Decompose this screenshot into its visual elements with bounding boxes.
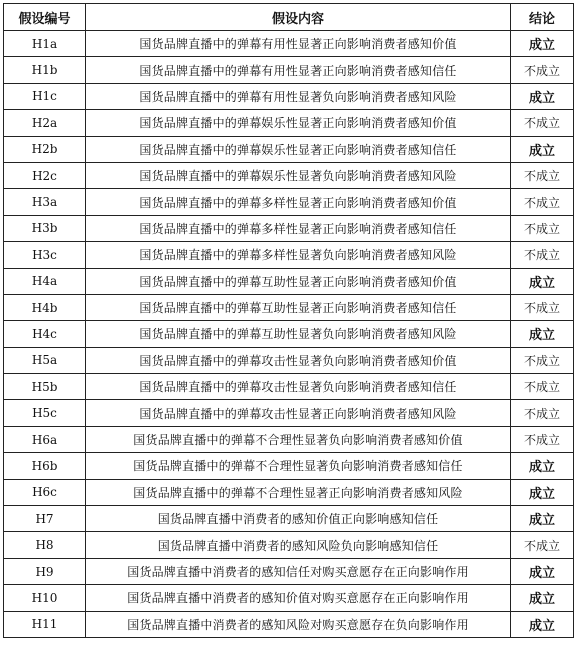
hypothesis-content-cell: 国货品牌直播中的弹幕有用性显著负向影响消费者感知风险 — [86, 83, 511, 109]
conclusion-cell: 成立 — [511, 31, 574, 57]
table-row — [4, 57, 574, 83]
table-row — [4, 215, 574, 241]
hypothesis-id-cell: H6b — [4, 453, 86, 479]
hypothesis-content-cell: 国货品牌直播中消费者的感知信任对购买意愿存在正向影响作用 — [86, 558, 511, 584]
hypothesis-id-cell: H1a — [4, 31, 86, 57]
conclusion-cell: 成立 — [511, 611, 574, 637]
conclusion-cell: 成立 — [511, 321, 574, 347]
hypothesis-content-cell: 国货品牌直播中消费者的感知风险负向影响感知信任 — [86, 532, 511, 558]
hypothesis-content-cell: 国货品牌直播中的弹幕有用性显著正向影响消费者感知价值 — [86, 31, 511, 57]
conclusion-cell: 不成立 — [511, 347, 574, 373]
table-row — [4, 426, 574, 452]
hypothesis-content-cell: 国货品牌直播中的弹幕有用性显著正向影响消费者感知信任 — [86, 57, 511, 83]
conclusion-cell: 不成立 — [511, 294, 574, 320]
hypothesis-content-cell: 国货品牌直播中消费者的感知价值对购买意愿存在正向影响作用 — [86, 585, 511, 611]
hypothesis-id-cell: H3c — [4, 242, 86, 268]
hypothesis-id-cell: H10 — [4, 585, 86, 611]
conclusion-cell: 成立 — [511, 268, 574, 294]
table-row — [4, 83, 574, 109]
hypothesis-content-cell: 国货品牌直播中的弹幕娱乐性显著负向影响消费者感知风险 — [86, 162, 511, 188]
hypothesis-content-cell: 国货品牌直播中的弹幕娱乐性显著正向影响消费者感知信任 — [86, 136, 511, 162]
header-hypothesis-content: 假设内容 — [86, 4, 511, 31]
hypothesis-id-cell: H11 — [4, 611, 86, 637]
conclusion-cell: 成立 — [511, 83, 574, 109]
table-row — [4, 558, 574, 584]
table-row — [4, 585, 574, 611]
conclusion-cell: 不成立 — [511, 426, 574, 452]
hypothesis-content-cell: 国货品牌直播中的弹幕互助性显著正向影响消费者感知信任 — [86, 294, 511, 320]
header-hypothesis-id: 假设编号 — [4, 4, 86, 31]
table-row — [4, 110, 574, 136]
hypothesis-content-cell: 国货品牌直播中的弹幕多样性显著正向影响消费者感知价值 — [86, 189, 511, 215]
conclusion-cell: 不成立 — [511, 57, 574, 83]
hypothesis-table-container — [3, 3, 573, 638]
conclusion-cell: 成立 — [511, 558, 574, 584]
table-row — [4, 268, 574, 294]
hypothesis-id-cell: H1b — [4, 57, 86, 83]
hypothesis-id-cell: H1c — [4, 83, 86, 109]
hypothesis-id-cell: H4b — [4, 294, 86, 320]
conclusion-cell: 不成立 — [511, 110, 574, 136]
hypothesis-id-cell: H4a — [4, 268, 86, 294]
conclusion-cell: 不成立 — [511, 215, 574, 241]
table-row — [4, 453, 574, 479]
conclusion-cell: 不成立 — [511, 532, 574, 558]
hypothesis-content-cell: 国货品牌直播中的弹幕攻击性显著负向影响消费者感知价值 — [86, 347, 511, 373]
table-row — [4, 242, 574, 268]
conclusion-cell: 成立 — [511, 506, 574, 532]
table-header-row — [4, 4, 574, 31]
hypothesis-id-cell: H3a — [4, 189, 86, 215]
hypothesis-id-cell: H5c — [4, 400, 86, 426]
conclusion-cell: 不成立 — [511, 374, 574, 400]
table-row — [4, 532, 574, 558]
hypothesis-id-cell: H6c — [4, 479, 86, 505]
hypothesis-id-cell: H3b — [4, 215, 86, 241]
table-row — [4, 347, 574, 373]
conclusion-cell: 成立 — [511, 479, 574, 505]
hypothesis-id-cell: H8 — [4, 532, 86, 558]
hypothesis-id-cell: H6a — [4, 426, 86, 452]
conclusion-cell: 成立 — [511, 453, 574, 479]
table-row — [4, 506, 574, 532]
hypothesis-id-cell: H5b — [4, 374, 86, 400]
hypothesis-content-cell: 国货品牌直播中消费者的感知风险对购买意愿存在负向影响作用 — [86, 611, 511, 637]
hypothesis-content-cell: 国货品牌直播中消费者的感知价值正向影响感知信任 — [86, 506, 511, 532]
hypothesis-content-cell: 国货品牌直播中的弹幕多样性显著正向影响消费者感知信任 — [86, 215, 511, 241]
hypothesis-id-cell: H9 — [4, 558, 86, 584]
hypothesis-content-cell: 国货品牌直播中的弹幕攻击性显著正向影响消费者感知风险 — [86, 400, 511, 426]
table-row — [4, 374, 574, 400]
hypothesis-id-cell: H2c — [4, 162, 86, 188]
hypothesis-id-cell: H7 — [4, 506, 86, 532]
hypothesis-table — [3, 3, 574, 638]
conclusion-cell: 成立 — [511, 585, 574, 611]
hypothesis-id-cell: H4c — [4, 321, 86, 347]
hypothesis-content-cell: 国货品牌直播中的弹幕互助性显著负向影响消费者感知风险 — [86, 321, 511, 347]
table-row — [4, 136, 574, 162]
table-row — [4, 294, 574, 320]
conclusion-cell: 不成立 — [511, 400, 574, 426]
hypothesis-id-cell: H2b — [4, 136, 86, 162]
conclusion-cell: 不成立 — [511, 162, 574, 188]
table-body — [4, 31, 574, 638]
table-row — [4, 611, 574, 637]
table-row — [4, 479, 574, 505]
hypothesis-content-cell: 国货品牌直播中的弹幕不合理性显著负向影响消费者感知价值 — [86, 426, 511, 452]
table-row — [4, 31, 574, 57]
conclusion-cell: 不成立 — [511, 242, 574, 268]
hypothesis-id-cell: H2a — [4, 110, 86, 136]
table-row — [4, 162, 574, 188]
hypothesis-content-cell: 国货品牌直播中的弹幕不合理性显著正向影响消费者感知风险 — [86, 479, 511, 505]
header-conclusion: 结论 — [511, 4, 574, 31]
hypothesis-content-cell: 国货品牌直播中的弹幕不合理性显著负向影响消费者感知信任 — [86, 453, 511, 479]
hypothesis-content-cell: 国货品牌直播中的弹幕攻击性显著负向影响消费者感知信任 — [86, 374, 511, 400]
hypothesis-content-cell: 国货品牌直播中的弹幕互助性显著正向影响消费者感知价值 — [86, 268, 511, 294]
conclusion-cell: 不成立 — [511, 189, 574, 215]
hypothesis-content-cell: 国货品牌直播中的弹幕多样性显著负向影响消费者感知风险 — [86, 242, 511, 268]
table-row — [4, 400, 574, 426]
table-row — [4, 189, 574, 215]
conclusion-cell: 成立 — [511, 136, 574, 162]
hypothesis-id-cell: H5a — [4, 347, 86, 373]
table-row — [4, 321, 574, 347]
hypothesis-content-cell: 国货品牌直播中的弹幕娱乐性显著正向影响消费者感知价值 — [86, 110, 511, 136]
